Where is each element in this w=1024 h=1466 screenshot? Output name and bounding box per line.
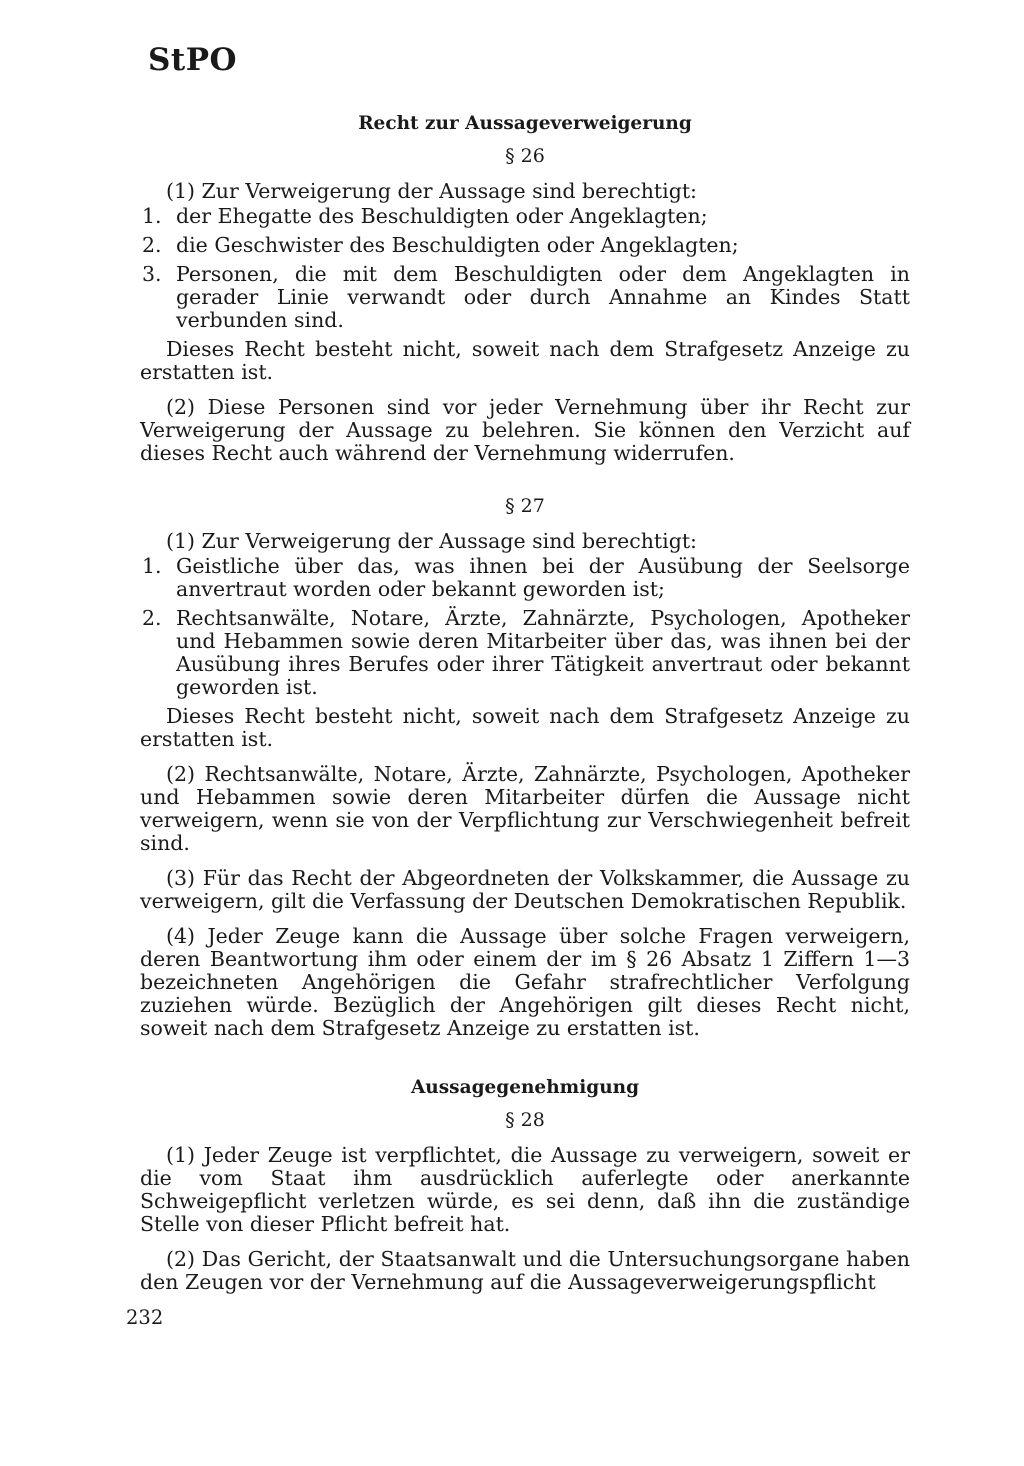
item-number: 3. [142, 262, 162, 286]
p26-abs1-tail: Dieses Recht besteht nicht, soweit nach dem Strafgesetz Anzeige zu erstatten ist. [140, 337, 910, 384]
p27-abs1-tail: Dieses Recht besteht nicht, soweit nach dem Strafgesetz Anzeige zu erstatten ist. [140, 704, 910, 751]
section-heading-genehmigung: Aussagegenehmigung [410, 1077, 640, 1098]
item-text: Rechtsanwälte, Notare, Ärzte, Zahnärzte, Psychologen, Apotheker und Hebammen sowie deren Mitarbeiter über das, was ihnen bei der Ausübung ihres Berufes oder ihrer Tätigkeit anvertraut oder bekannt geworden ist. [176, 606, 910, 699]
p26-item-1 [140, 205, 910, 228]
item-number: 1. [142, 554, 162, 578]
item-text: die Geschwister des Beschuldigten oder Angeklagten; [176, 233, 739, 257]
p27-abs4: (4) Jeder Zeuge kann die Aussage über solche Fragen verweigern, deren Beantwortung ihm oder einem der im § 26 Absatz 1 Ziffern 1—3 bezeichneten Angehörigen die Gefahr strafrechtlicher Verfolgung zuziehen würde. Bezüglich der Angehörigen gilt dieses Recht nicht, soweit nach dem Strafgesetz Anzeige zu erstatten ist. [140, 924, 910, 1040]
p28-abs1: (1) Jeder Zeuge ist verpflichtet, die Aussage zu verweigern, soweit er die vom Staat ihm ausdrücklich auferlegte oder anerkannte Schweigepflicht verletzen würde, es sei denn, daß ihn die zuständige Stelle von dieser Pflicht befreit hat. [140, 1143, 910, 1236]
paragraph-sign-27: § 27 [505, 495, 545, 517]
running-head: StPO [148, 42, 238, 78]
item-number: 2. [142, 233, 162, 257]
paragraph-sign-28: § 28 [505, 1109, 545, 1131]
p26-abs1-intro: (1) Zur Verweigerung der Aussage sind berechtigt: [166, 179, 697, 203]
p26-abs2: (2) Diese Personen sind vor jeder Vernehmung über ihr Recht zur Verweigerung der Aussage zu belehren. Sie können den Verzicht auf dieses Recht auch während der Vernehmung widerrufen. [140, 395, 910, 465]
p27-item-1 [140, 555, 910, 601]
p26-item-3 [140, 263, 910, 332]
item-text: Personen, die mit dem Beschuldigten oder dem Angeklagten in gerader Linie verwandt oder durch Annahme an Kindes Statt verbunden sind. [176, 262, 910, 332]
p27-abs3: (3) Für das Recht der Abgeordneten der Volkskammer, die Aussage zu verweigern, gilt die Verfassung der Deutschen Demokratischen Republik. [140, 866, 910, 913]
item-text: der Ehegatte des Beschuldigten oder Angeklagten; [176, 204, 708, 228]
item-number: 2. [142, 606, 162, 630]
p27-abs2: (2) Rechtsanwälte, Notare, Ärzte, Zahnärzte, Psychologen, Apotheker und Hebammen sowie deren Mitarbeiter dürfen die Aussage nicht verweigern, wenn sie von der Verpflichtung zur Verschwiegenheit befreit sind. [140, 762, 910, 855]
page-number: 232 [126, 1306, 164, 1329]
item-number: 1. [142, 204, 162, 228]
section-heading-recht: Recht zur Aussageverweigerung [358, 113, 692, 134]
item-text: Geistliche über das, was ihnen bei der Ausübung der Seelsorge anvertraut worden oder bekannt geworden ist; [176, 554, 910, 601]
p28-abs2: (2) Das Gericht, der Staatsanwalt und die Untersuchungsorgane haben den Zeugen vor der Vernehmung auf die Aussageverweigerungspflicht [140, 1247, 910, 1294]
p27-item-2 [140, 607, 910, 699]
p26-item-2 [140, 234, 910, 257]
paragraph-sign-26: § 26 [505, 145, 545, 167]
page-content [140, 112, 910, 1300]
p27-abs1-intro: (1) Zur Verweigerung der Aussage sind berechtigt: [166, 529, 697, 553]
